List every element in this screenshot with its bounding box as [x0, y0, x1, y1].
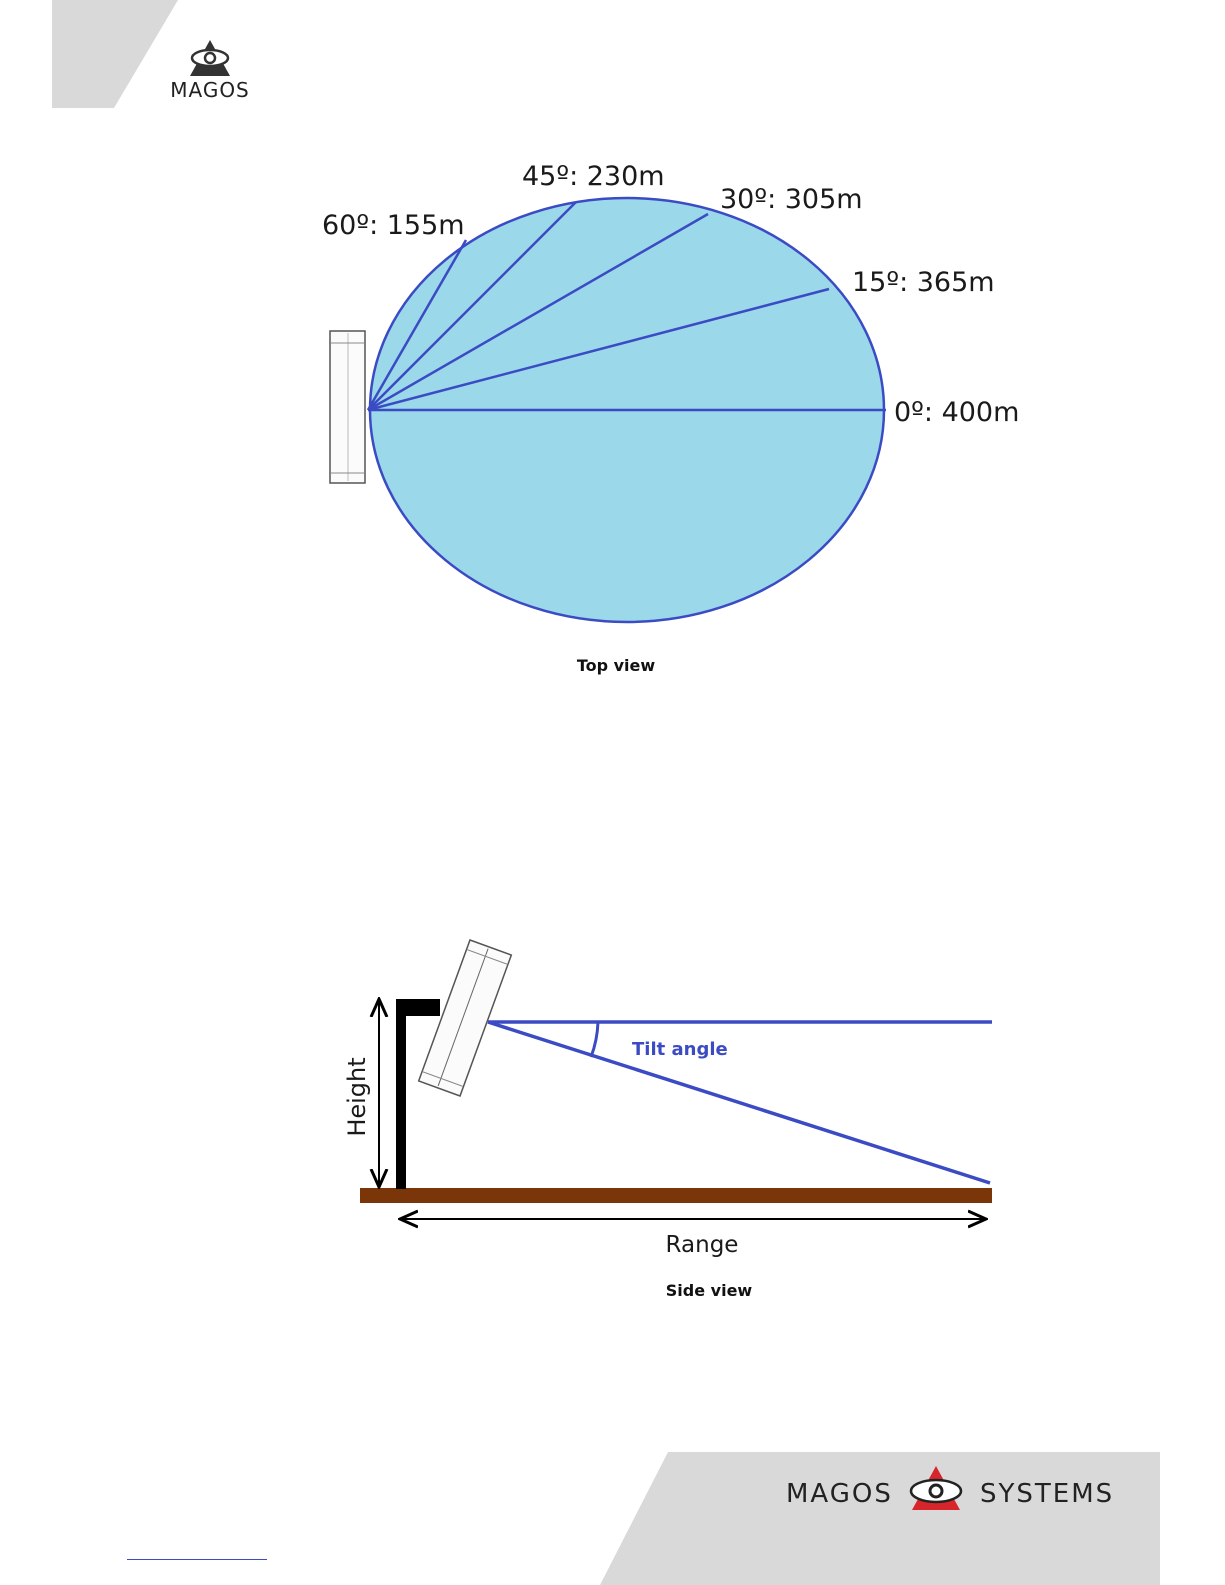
footnote-rule [127, 1559, 267, 1560]
side-view-diagram [330, 925, 1010, 1305]
tilt-angle-arc [591, 1022, 598, 1057]
label-45deg: 45º: 230m [522, 161, 665, 192]
ground-bar [360, 1188, 992, 1203]
height-label: Height [343, 1057, 371, 1137]
sensor-unit-side [419, 940, 512, 1096]
range-label: Range [665, 1232, 739, 1258]
mounting-arm [396, 999, 440, 1016]
label-30deg: 30º: 305m [720, 184, 863, 215]
mounting-pole [396, 999, 406, 1189]
magos-eye-logo-icon [190, 40, 230, 76]
footer-band [600, 1450, 1225, 1585]
header-logo-text: MAGOS [170, 78, 250, 102]
side-view-caption: Side view [665, 1281, 753, 1300]
label-0deg: 0º: 400m [894, 397, 1020, 428]
label-15deg: 15º: 365m [852, 267, 995, 298]
tilt-line [488, 1022, 990, 1183]
tilt-angle-label: Tilt angle [632, 1039, 728, 1060]
footer-logo-right: SYSTEMS [980, 1479, 1115, 1509]
label-60deg: 60º: 155m [322, 210, 465, 241]
top-view-diagram [300, 150, 1060, 690]
header-band [0, 0, 300, 115]
footer-logo-left: MAGOS [786, 1479, 893, 1509]
top-view-caption: Top view [576, 656, 656, 675]
